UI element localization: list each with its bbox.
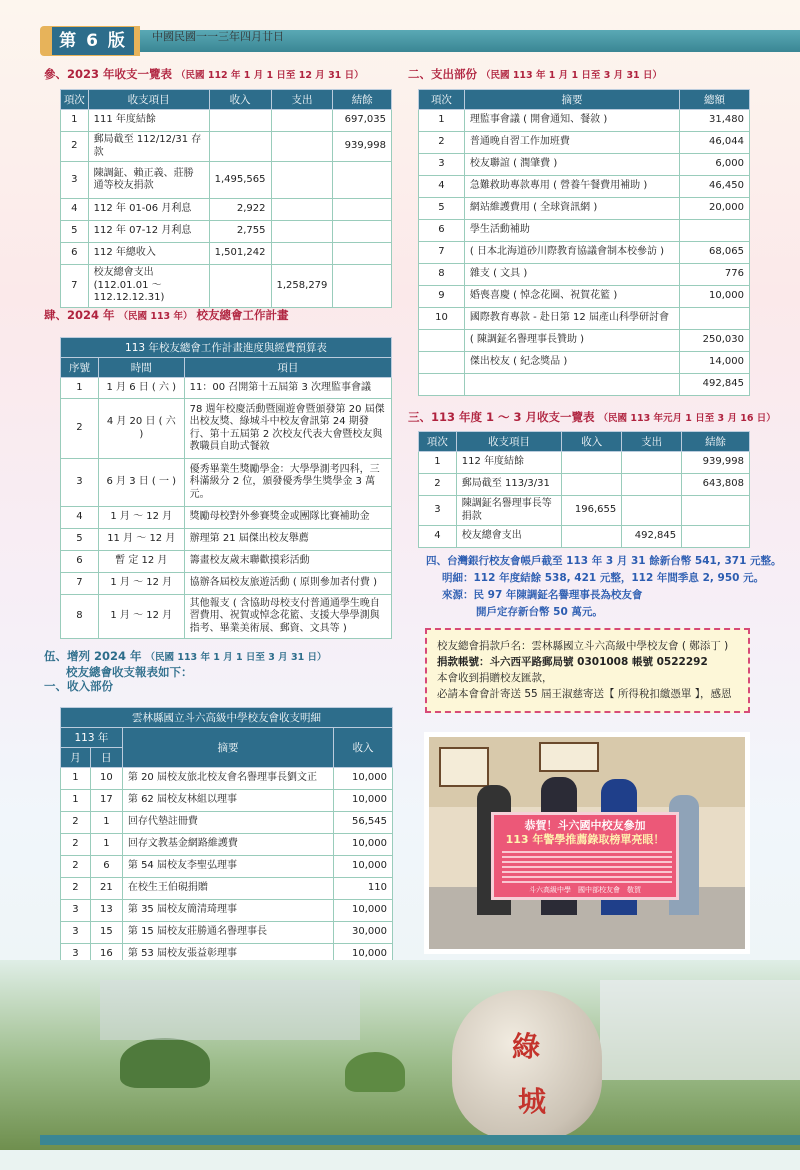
table-cell: 1,258,279 (271, 265, 333, 308)
table-cell: 7 (61, 573, 99, 595)
table-cell: 15 (90, 922, 122, 944)
table-cell (419, 330, 465, 352)
table-cell: ( 陳調鉦名譽理事長贊助 ) (464, 330, 679, 352)
table-row (61, 812, 393, 834)
table-row (419, 132, 750, 154)
table-cell: 14,000 (680, 352, 750, 374)
col-header: 項次 (419, 432, 457, 452)
table-cell (271, 243, 333, 265)
table-cell: 2 (61, 834, 91, 856)
table-cell: 回存代墊註冊費 (122, 812, 333, 834)
table-cell: 4 (419, 176, 465, 198)
issue-date: 中國民國一一三年四月廿日 (152, 30, 284, 43)
table-row (61, 834, 393, 856)
table-row (419, 374, 750, 396)
table-cell: 3 (61, 459, 99, 507)
table-cell: 46,450 (680, 176, 750, 198)
table-cell (271, 221, 333, 243)
table-cell: 4 (61, 199, 89, 221)
table-cell: 婚喪喜慶 ( 悼念花圈、祝賀花籃 ) (464, 286, 679, 308)
table-cell (622, 474, 682, 496)
table-row (419, 352, 750, 374)
table-row (61, 162, 392, 199)
col-header: 時間 (98, 358, 184, 378)
col-header: 項次 (419, 90, 465, 110)
table-cell: 3 (419, 154, 465, 176)
table-cell: 492,845 (680, 374, 750, 396)
table-cell: 11 月 ～ 12 月 (98, 529, 184, 551)
table-cell: 1 (90, 812, 122, 834)
table-cell: 國際教育專款 - 赴日第 12 屆產山科學研討會 (464, 308, 679, 330)
table-cell: 回存文教基金網路維護費 (122, 834, 333, 856)
title-text: 三、113 年度 1 ～ 3 月收支一覽表 (408, 410, 595, 424)
school-building (600, 980, 800, 1080)
note-line-1: 四、台灣銀行校友會帳戶截至 113 年 3 月 31 餘新台幣 541, 371 元整。 (426, 555, 782, 567)
banner-footer: 斗六高級中學 國中部校友會 敬賀 (529, 886, 641, 894)
table-header-row (61, 90, 392, 110)
table-cell: 10,000 (680, 286, 750, 308)
col-header: 摘要 (464, 90, 679, 110)
title-text: 肆、2024 年 (44, 308, 115, 322)
table-cell (464, 374, 679, 396)
table-cell: 1,501,242 (209, 243, 271, 265)
table-cell: 第 54 屆校友李聖弘理事 (122, 856, 333, 878)
table-cell (209, 132, 271, 162)
table-cell: 2,755 (209, 221, 271, 243)
table-row (419, 264, 750, 286)
page-number-label: 第 6 版 (52, 27, 134, 55)
table-cell: 8 (419, 264, 465, 286)
table-cell: 辦理第 21 屆傑出校友舉薦 (184, 529, 391, 551)
table-cell: 3 (419, 496, 457, 526)
section-2023-title (44, 66, 364, 82)
table-cell (333, 221, 392, 243)
table-cell: 2 (61, 812, 91, 834)
table-cell: 1 月 6 日 ( 六 ) (98, 378, 184, 399)
title-text-2: 校友總會收支報表如下： (66, 665, 193, 679)
table-cell: 492,845 (622, 526, 682, 548)
section-2024-add-title (44, 649, 327, 693)
table-cell (682, 526, 750, 548)
table-cell (419, 352, 465, 374)
section-q1-title (408, 409, 776, 425)
table-cell: 1,495,565 (209, 162, 271, 199)
table-2023-summary (60, 89, 392, 308)
table-row (61, 378, 392, 399)
stone-char-1: 綠 (512, 1030, 541, 1063)
shrub (120, 1038, 210, 1088)
shrub (345, 1052, 405, 1092)
table-cell: 10,000 (334, 944, 393, 966)
table-cell: 第 35 屆校友簡清琦理事 (122, 900, 333, 922)
donation-line-4: 必請本會會計寄送 55 屆王淑慈寄送【 所得稅扣繳憑單 】，感恩 (437, 688, 732, 700)
table-cell: 10,000 (334, 790, 393, 812)
desc-header: 摘要 (122, 728, 333, 768)
banner-list (502, 851, 672, 883)
table-cell (622, 452, 682, 474)
table-cell: 3 (61, 944, 91, 966)
col-header: 項次 (61, 90, 89, 110)
table-cell (680, 308, 750, 330)
table-row (61, 199, 392, 221)
table-row (61, 922, 393, 944)
table-cell (271, 110, 333, 132)
table-cell (680, 220, 750, 242)
table-cell: 校友總會支出 (456, 526, 562, 548)
table-row (419, 154, 750, 176)
table-cell: 10 (419, 308, 465, 330)
table-row (419, 330, 750, 352)
table-cell (333, 265, 392, 308)
table-cell: 6 (61, 243, 89, 265)
note-line-4: 開戶定存新台幣 50 萬元。 (476, 606, 603, 618)
table-cell: 5 (419, 198, 465, 220)
table-cell: 陳調鉦名譽理事長等捐款 (456, 496, 562, 526)
title-sub: （民國 113 年） (118, 311, 193, 322)
table-header-row (61, 358, 392, 378)
title-sub: （民國 112 年 1 月 1 日至 12 月 31 日） (176, 70, 364, 81)
table-cell: 643,808 (682, 474, 750, 496)
banner-line-2: 113 年警學推薦錄取榜單亮眼！ (505, 833, 665, 846)
note-line-3: 來源：民 97 年陳調鉦名譽理事長為校友會 (442, 589, 643, 601)
table-cell: 陳調鉦、賴正義、莊勝通等校友捐款 (88, 162, 209, 199)
table-cell: 傑出校友 ( 紀念獎品 ) (464, 352, 679, 374)
table-cell: 網站維護費用 ( 全球資訊網 ) (464, 198, 679, 220)
table-row (61, 399, 392, 459)
title-sub: （民國 113 年 1 月 1 日至 3 月 31 日） (145, 652, 327, 663)
table-cell: 10,000 (334, 768, 393, 790)
col-header: 總額 (680, 90, 750, 110)
table-row (61, 551, 392, 573)
table-row (61, 529, 392, 551)
table-cell: 31,480 (680, 110, 750, 132)
table-cell: 13 (90, 900, 122, 922)
table-cell: 暫 定 12 月 (98, 551, 184, 573)
table-cell: 4 (61, 507, 99, 529)
part-label: 一、收入部份 (44, 679, 113, 693)
col-header: 項目 (184, 358, 391, 378)
table-row (61, 507, 392, 529)
table-cell (562, 474, 622, 496)
table-cell: 6,000 (680, 154, 750, 176)
table-cell: 1 (419, 110, 465, 132)
table-cell: 籌畫校友歲末聯歡摸彩活動 (184, 551, 391, 573)
table-cell: 111 年度結餘 (88, 110, 209, 132)
title-text: 伍、增列 2024 年 (44, 649, 142, 663)
day-header: 日 (90, 748, 122, 768)
table-caption: 雲林縣國立斗六高級中學校友會收支明細 (61, 708, 393, 728)
col-header: 收入 (209, 90, 271, 110)
table-cell: 78 週年校慶活動暨園遊會暨頒發第 20 屆傑出校友獎、綠城斗中校友會訊第 24 期發行、第十五屆第 2 次校友代表大會暨校友與教職員自助式餐敘 (184, 399, 391, 459)
table-cell (209, 110, 271, 132)
table-cell (271, 199, 333, 221)
table-row (419, 526, 750, 548)
table-cell: 7 (419, 242, 465, 264)
table-cell: ( 日本北海道砂川際教育協議會制本校參訪 ) (464, 242, 679, 264)
wall-frame (539, 742, 599, 772)
account-balance-note (426, 553, 782, 621)
table-cell (271, 162, 333, 199)
table-cell: 776 (680, 264, 750, 286)
wall-frame (439, 747, 489, 787)
table-row (419, 474, 750, 496)
table-cell (209, 265, 271, 308)
year-header: 113 年 (61, 728, 123, 748)
footer-band (40, 1135, 800, 1145)
table-row (419, 452, 750, 474)
table-cell: 250,030 (680, 330, 750, 352)
table-cell: 10,000 (334, 900, 393, 922)
col-header: 支出 (271, 90, 333, 110)
title-text: 參、2023 年收支一覽表 (44, 67, 173, 81)
donation-account: 捐款帳號：斗六西平路郵局號 0301008 帳號 0522292 (437, 656, 708, 668)
table-row (419, 220, 750, 242)
table-cell: 697,035 (333, 110, 392, 132)
table-row (61, 595, 392, 639)
col-header: 收支項目 (456, 432, 562, 452)
table-cell (271, 132, 333, 162)
table-row (419, 308, 750, 330)
table-cell: 1 (90, 834, 122, 856)
section-expense-title (408, 66, 662, 82)
table-cell (622, 496, 682, 526)
table-row (61, 878, 393, 900)
table-cell: 8 (61, 595, 99, 639)
table-cell: 協辦各屆校友旅遊活動 ( 原則參加者付費 ) (184, 573, 391, 595)
table-caption: 113 年校友總會工作計畫進度與經費預算表 (61, 338, 392, 358)
campus-scene (0, 960, 800, 1150)
table-cell (562, 452, 622, 474)
table-cell: 196,655 (562, 496, 622, 526)
table-q1-summary (418, 431, 750, 548)
table-cell: 9 (419, 286, 465, 308)
table-cell: 第 20 屆校友旅北校友會名譽理事長劉文正 (122, 768, 333, 790)
col-header: 結餘 (682, 432, 750, 452)
table-cell: 10,000 (334, 834, 393, 856)
table-row (61, 900, 393, 922)
table-cell: 112 年 01-06 月利息 (88, 199, 209, 221)
table-cell: 1 (61, 378, 99, 399)
table-row (61, 573, 392, 595)
section-2024-plan-title (44, 307, 289, 323)
table-cell: 3 (61, 900, 91, 922)
school-building (100, 980, 360, 1040)
table-cell: 2 (419, 474, 457, 496)
table-row (419, 110, 750, 132)
table-cell: 6 月 3 日 ( 一 ) (98, 459, 184, 507)
table-cell: 2 (61, 132, 89, 162)
table-cell: 6 (61, 551, 99, 573)
table-header-row (419, 90, 750, 110)
donation-line-1: 校友總會捐款戶名：雲林縣國立斗六高級中學校友會 ( 鄭添丁 ) (437, 640, 729, 652)
table-cell: 獎勵母校對外參賽獎金或團隊比賽補助金 (184, 507, 391, 529)
table-cell: 10,000 (334, 856, 393, 878)
table-row (61, 790, 393, 812)
table-cell: 優秀畢業生獎勵學金：大學學測考四科，三科滿級分 2 位，頒發優秀學生獎學金 3 萬元。 (184, 459, 391, 507)
table-cell: 30,000 (334, 922, 393, 944)
table-cell: 7 (61, 265, 89, 308)
table-row (61, 856, 393, 878)
table-cell: 1 (61, 110, 89, 132)
table-cell: 3 (61, 922, 91, 944)
table-cell: 6 (419, 220, 465, 242)
table-cell: 11：00 召開第十五屆第 3 次理監事會議 (184, 378, 391, 399)
table-cell: 急難救助專款專用 ( 營養午餐費用補助 ) (464, 176, 679, 198)
table-row (61, 265, 392, 308)
table-cell: 1 月 ～ 12 月 (98, 573, 184, 595)
table-cell: 校友總會支出 (112.01.01 ～ 112.12.12.31) (88, 265, 209, 308)
table-cell: 6 (90, 856, 122, 878)
table-cell (682, 496, 750, 526)
table-row (61, 459, 392, 507)
table-cell (562, 526, 622, 548)
table-cell: 4 (419, 526, 457, 548)
table-cell: 第 15 屆校友莊勝通名譽理事長 (122, 922, 333, 944)
table-cell: 第 53 屆校友張益彰理事 (122, 944, 333, 966)
table-cell: 郵局截至 112/12/31 存款 (88, 132, 209, 162)
banner-line-1: 恭賀！斗六國中校友參加 (524, 819, 646, 832)
title-sub: （民國 113 年元月 1 日至 3 月 16 日） (598, 413, 776, 424)
table-cell: 普通晚自習工作加班費 (464, 132, 679, 154)
table-row (419, 496, 750, 526)
table-row (419, 242, 750, 264)
col-header: 支出 (622, 432, 682, 452)
table-cell: 112 年 07-12 月利息 (88, 221, 209, 243)
table-cell: 110 (334, 878, 393, 900)
donation-line-3: 本會收到捐贈校友匯款， (437, 672, 553, 684)
table-cell: 3 (61, 162, 89, 199)
table-cell: 理監事會議 ( 開會通知、餐敘 ) (464, 110, 679, 132)
table-header-row (419, 432, 750, 452)
table-row (419, 198, 750, 220)
title-text: 二、支出部份 (408, 67, 477, 81)
table-cell: 1 月 ～ 12 月 (98, 595, 184, 639)
col-header: 收支項目 (88, 90, 209, 110)
award-photo (424, 732, 750, 954)
table-cell: 46,044 (680, 132, 750, 154)
table-cell: 學生活動補助 (464, 220, 679, 242)
table-cell (333, 243, 392, 265)
congrats-banner (491, 812, 679, 900)
table-cell: 939,998 (682, 452, 750, 474)
table-cell: 郵局截至 113/3/31 (456, 474, 562, 496)
table-row (61, 221, 392, 243)
table-cell: 1 (419, 452, 457, 474)
table-cell: 939,998 (333, 132, 392, 162)
table-row (61, 132, 392, 162)
table-cell: 68,065 (680, 242, 750, 264)
table-row (419, 286, 750, 308)
table-cell: 1 月 ～ 12 月 (98, 507, 184, 529)
table-cell: 4 月 20 日 ( 六 ) (98, 399, 184, 459)
col-header: 收入 (562, 432, 622, 452)
table-row (419, 176, 750, 198)
table-cell: 2,922 (209, 199, 271, 221)
table-cell: 21 (90, 878, 122, 900)
donation-info-box (425, 628, 750, 713)
table-cell: 56,545 (334, 812, 393, 834)
table-cell (333, 199, 392, 221)
col-header: 結餘 (333, 90, 392, 110)
stone-char-2: 城 (518, 1085, 547, 1118)
table-cell: 2 (61, 856, 91, 878)
table-cell: 2 (61, 878, 91, 900)
note-line-2: 明細：112 年度結餘 538, 421 元整，112 年間季息 2, 950 元。 (442, 572, 765, 584)
table-row (61, 768, 393, 790)
table-cell: 1 (61, 768, 91, 790)
table-cell (419, 374, 465, 396)
title-sub: （民國 113 年 1 月 1 日至 3 月 31 日） (481, 70, 662, 81)
table-cell: 10 (90, 768, 122, 790)
table-cell: 16 (90, 944, 122, 966)
table-cell: 20,000 (680, 198, 750, 220)
table-cell: 在校生王伯硯捐贈 (122, 878, 333, 900)
table-row (61, 110, 392, 132)
income-header: 收入 (334, 728, 393, 768)
table-cell: 1 (61, 790, 91, 812)
green-city-stone (452, 990, 602, 1140)
table-cell: 112 年總收入 (88, 243, 209, 265)
table-cell: 雜支 ( 文具 ) (464, 264, 679, 286)
table-cell: 第 62 屆校友林組以理事 (122, 790, 333, 812)
table-expense (418, 89, 750, 396)
table-cell: 其他報支 ( 含協助母校支付普通通學生晚自習費用、祝賀或悼念花籃、支援大學學測與指考、畢業美術展、郵資、文具等 ) (184, 595, 391, 639)
table-cell: 校友聯誼 ( 潤肇費 ) (464, 154, 679, 176)
table-cell: 5 (61, 221, 89, 243)
table-row (61, 243, 392, 265)
table-cell: 17 (90, 790, 122, 812)
col-header: 序號 (61, 358, 99, 378)
month-header: 月 (61, 748, 91, 768)
page-header (0, 0, 800, 56)
table-work-plan (60, 337, 392, 639)
table-cell: 5 (61, 529, 99, 551)
title-text-2: 校友總會工作計畫 (196, 308, 289, 322)
table-cell: 112 年度結餘 (456, 452, 562, 474)
table-cell: 2 (61, 399, 99, 459)
table-cell: 2 (419, 132, 465, 154)
table-cell (333, 162, 392, 199)
